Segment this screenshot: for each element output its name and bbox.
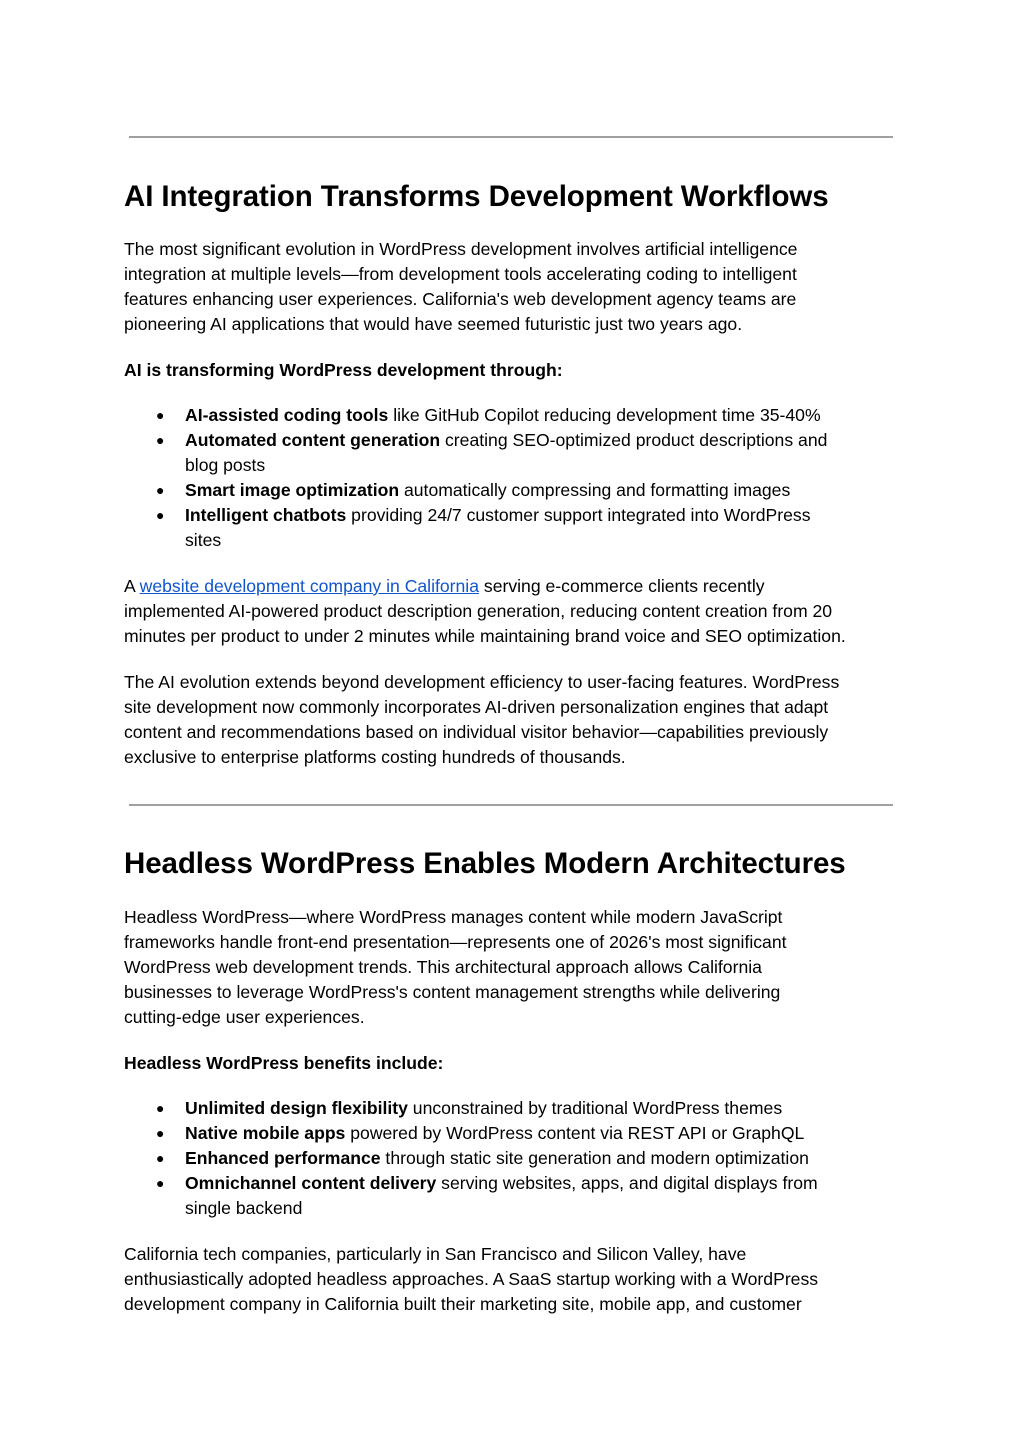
list-item-continuation: sites bbox=[185, 530, 222, 550]
text-line: Headless WordPress—where WordPress manages content while modern JavaScript bbox=[124, 907, 783, 927]
bullet-icon: ● bbox=[156, 1150, 165, 1166]
horizontal-divider bbox=[129, 136, 893, 138]
bullet-icon: ● bbox=[156, 507, 165, 523]
list-item-bold: Enhanced performance bbox=[185, 1148, 381, 1168]
text-line: features enhancing user experiences. California's web development agency teams are bbox=[124, 289, 797, 309]
closing-paragraph-ai bbox=[124, 670, 914, 770]
text-line: California tech companies, particularly in San Francisco and Silicon Valley, have bbox=[124, 1244, 747, 1264]
text-suffix: serving e-commerce clients recently bbox=[479, 576, 765, 596]
list-item-text: automatically compressing and formatting images bbox=[399, 480, 791, 500]
list-item-text: through static site generation and modern optimization bbox=[380, 1148, 809, 1168]
bullet-icon: ● bbox=[156, 482, 165, 498]
bullet-icon: ● bbox=[156, 432, 165, 448]
list-item-continuation: blog posts bbox=[185, 455, 266, 475]
text-line: content and recommendations based on individual visitor behavior—capabilities previously bbox=[124, 722, 829, 742]
bullet-list-headless bbox=[124, 1096, 914, 1221]
list-item-continuation: single backend bbox=[185, 1198, 303, 1218]
list-item-bold: Smart image optimization bbox=[185, 480, 400, 500]
list-item-bold: Native mobile apps bbox=[185, 1123, 346, 1143]
text-line: frameworks handle front-end presentation—represents one of 2026's most significant bbox=[124, 932, 787, 952]
list-title-headless: Headless WordPress benefits include: bbox=[124, 1053, 444, 1073]
list-item bbox=[124, 1096, 914, 1121]
text-line: businesses to leverage WordPress's content management strengths while delivering bbox=[124, 982, 781, 1002]
list-item-bold: Intelligent chatbots bbox=[185, 505, 347, 525]
bullet-icon: ● bbox=[156, 407, 165, 423]
list-item bbox=[124, 1146, 914, 1171]
text-line: implemented AI-powered product description generation, reducing content creation from 20 bbox=[124, 601, 833, 621]
list-item bbox=[124, 1171, 914, 1221]
horizontal-divider bbox=[129, 804, 893, 806]
text-line: enthusiastically adopted headless approaches. A SaaS startup working with a WordPress bbox=[124, 1269, 819, 1289]
section-heading-ai-integration: AI Integration Transforms Development Workflows bbox=[124, 180, 829, 213]
intro-paragraph-headless bbox=[124, 905, 914, 1030]
list-item bbox=[124, 503, 914, 553]
text-line: pioneering AI applications that would have seemed futuristic just two years ago. bbox=[124, 314, 743, 334]
list-item-text: serving websites, apps, and digital displays from bbox=[436, 1173, 818, 1193]
intro-paragraph-ai bbox=[124, 237, 914, 337]
list-item-text: like GitHub Copilot reducing development time 35-40% bbox=[388, 405, 821, 425]
bullet-icon: ● bbox=[156, 1125, 165, 1141]
list-item bbox=[124, 403, 914, 428]
list-title-ai: AI is transforming WordPress development through: bbox=[124, 360, 563, 380]
list-item-text: creating SEO-optimized product descriptions and bbox=[440, 430, 828, 450]
text-line: site development now commonly incorporates AI-driven personalization engines that adapt bbox=[124, 697, 829, 717]
list-item-text: unconstrained by traditional WordPress themes bbox=[407, 1098, 783, 1118]
list-item bbox=[124, 428, 914, 478]
text-line: exclusive to enterprise platforms costing hundreds of thousands. bbox=[124, 747, 626, 767]
text-line: The most significant evolution in WordPress development involves artificial intelligence bbox=[124, 239, 798, 259]
list-item-bold: Automated content generation bbox=[185, 430, 441, 450]
list-item-bold: AI-assisted coding tools bbox=[185, 405, 389, 425]
text-line: development company in California built their marketing site, mobile app, and customer bbox=[124, 1294, 802, 1314]
text-line: WordPress web development trends. This architectural approach allows California bbox=[124, 957, 762, 977]
bullet-list-ai bbox=[124, 403, 914, 553]
text-line: The AI evolution extends beyond development efficiency to user-facing features. WordPress bbox=[124, 672, 840, 692]
bullet-icon: ● bbox=[156, 1175, 165, 1191]
bullet-icon: ● bbox=[156, 1100, 165, 1116]
list-item bbox=[124, 478, 914, 503]
example-paragraph bbox=[124, 574, 914, 649]
closing-paragraph-headless bbox=[124, 1242, 914, 1317]
text-line: minutes per product to under 2 minutes while maintaining brand voice and SEO optimization. bbox=[124, 626, 846, 646]
section-heading-headless: Headless WordPress Enables Modern Architectures bbox=[124, 847, 846, 880]
list-item bbox=[124, 1121, 914, 1146]
list-item-bold: Omnichannel content delivery bbox=[185, 1173, 437, 1193]
text-line: integration at multiple levels—from development tools accelerating coding to intelligent bbox=[124, 264, 797, 284]
text-line: cutting-edge user experiences. bbox=[124, 1007, 365, 1027]
website-development-link[interactable]: website development company in California bbox=[139, 576, 480, 596]
list-item-bold: Unlimited design flexibility bbox=[185, 1098, 408, 1118]
list-item-text: powered by WordPress content via REST API or GraphQL bbox=[345, 1123, 805, 1143]
text-prefix: A bbox=[124, 576, 140, 596]
list-item-text: providing 24/7 customer support integrated into WordPress bbox=[346, 505, 811, 525]
